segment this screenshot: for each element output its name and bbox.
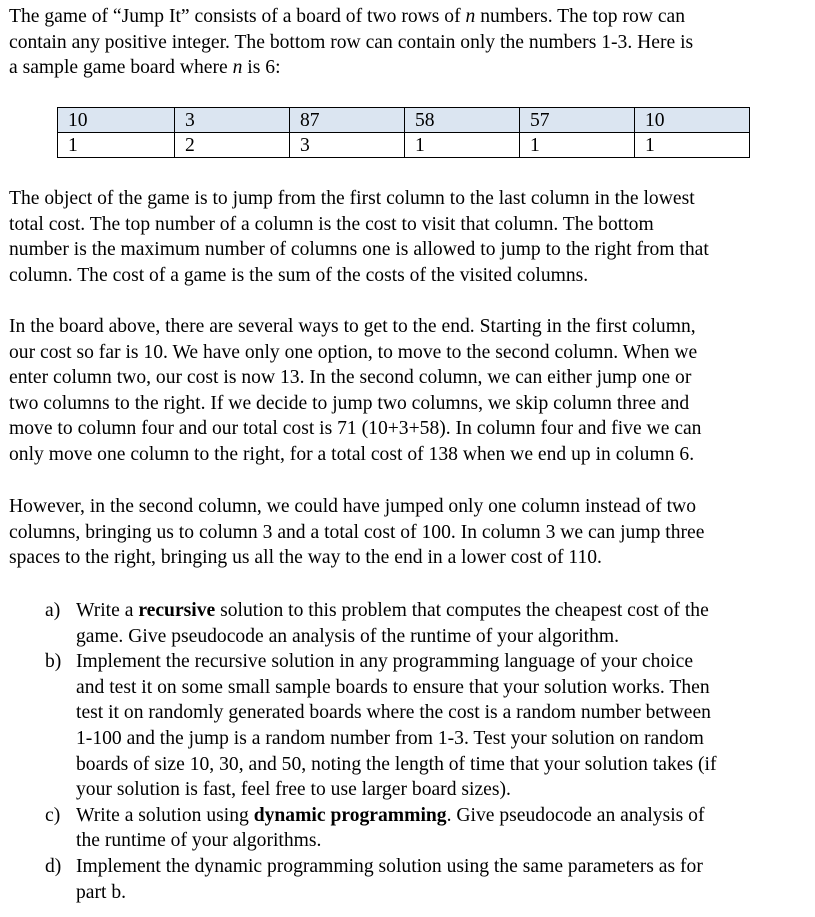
board-cell: 1	[58, 133, 175, 158]
task-list	[45, 598, 815, 905]
object-paragraph	[9, 186, 809, 288]
intro-paragraph	[9, 4, 809, 81]
task-item: d) Implement the dynamic programming solution using the same parameters as for part b.	[45, 855, 703, 903]
paragraph-line: only move one column to the right, for a total cost of 138 when we end up in column 6.	[9, 443, 695, 465]
task-item: b) Implement the recursive solution in any programming language of your choice and test it on some small sample boards to ensure that your solution works. Then test it on randomly generated boards where the cost is a random number between 1-100 and the jump is a random number from 1-3. Test your solution on random boards of size 10, 30, and 50, noting the length of time that your solution takes (if your solution is fast, feel free to use larger board sizes).	[45, 651, 717, 801]
paragraph-line: number is the maximum number of columns one is allowed to jump to the right from that	[9, 239, 709, 261]
board-cell: 10	[58, 108, 175, 133]
paragraph-line: our cost so far is 10. We have only one option, to move to the second column. When we	[9, 341, 698, 363]
board-cell: 58	[405, 108, 520, 133]
paragraph-line: enter column two, our cost is now 13. In the second column, we can either jump one or	[9, 367, 692, 389]
board-cell: 2	[175, 133, 290, 158]
board-cell: 57	[520, 108, 635, 133]
task-letter: d)	[45, 855, 62, 877]
board-cell: 1	[520, 133, 635, 158]
board-top-row	[58, 108, 750, 133]
paragraph-line: two columns to the right. If we decide to jump two columns, we skip column three and	[9, 392, 690, 414]
board-cell: 87	[290, 108, 405, 133]
task-item: c) Write a solution using dynamic programming. Give pseudocode an analysis of the runtime of your algorithms.	[45, 804, 705, 852]
intro-line: The game of “Jump It” consists of a board of two rows of n numbers. The top row can	[9, 6, 686, 27]
paragraph-line: columns, bringing us to column 3 and a total cost of 100. In column 3 we can jump three	[9, 521, 705, 543]
board-bottom-row	[58, 133, 750, 158]
task-letter: a)	[45, 600, 61, 621]
board-cell: 1	[635, 133, 750, 158]
task-item: a) Write a recursive solution to this problem that computes the cheapest cost of the game. Give pseudocode an analysis of the runtime of your algorithm.	[45, 600, 709, 647]
game-board-table	[57, 107, 750, 158]
paragraph-line: spaces to the right, bringing us all the way to the end in a lower cost of 110.	[9, 547, 602, 569]
intro-line: a sample game board where n is 6:	[9, 57, 281, 79]
intro-line: contain any positive integer. The bottom row can contain only the numbers 1-3. Here is	[9, 31, 694, 53]
paragraph-line: The object of the game is to jump from the first column to the last column in the lowest	[9, 188, 695, 209]
paragraph-line: However, in the second column, we could have jumped only one column instead of two	[9, 496, 697, 517]
task-letter: b)	[45, 651, 62, 673]
board-cell: 3	[290, 133, 405, 158]
task-letter: c)	[45, 804, 61, 826]
board-cell: 10	[635, 108, 750, 133]
board-cell: 3	[175, 108, 290, 133]
paragraph-line: total cost. The top number of a column is the cost to visit that column. The bottom	[9, 213, 654, 235]
paragraph-line: column. The cost of a game is the sum of the costs of the visited columns.	[9, 264, 589, 286]
however-paragraph	[9, 494, 809, 571]
paragraph-line: move to column four and our total cost is 71 (10+3+58). In column four and five we can	[9, 418, 702, 440]
board-cell: 1	[405, 133, 520, 158]
example-paragraph	[9, 314, 809, 468]
paragraph-line: In the board above, there are several ways to get to the end. Starting in the first column,	[9, 316, 696, 337]
